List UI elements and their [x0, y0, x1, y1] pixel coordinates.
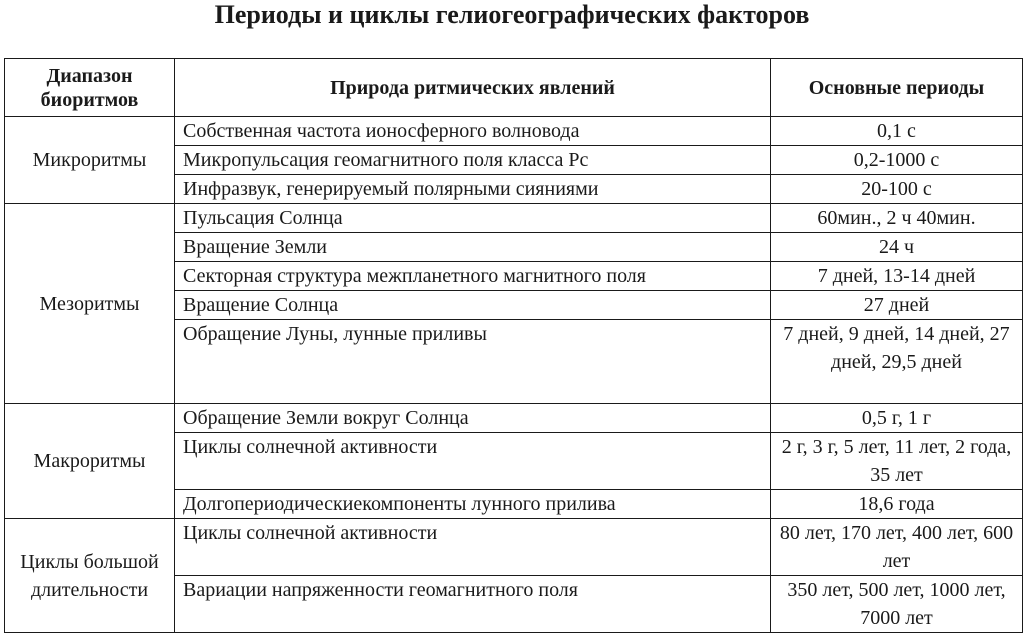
nature-cell: Циклы солнечной активности	[175, 433, 771, 490]
period-cell: 2 г, 3 г, 5 лет, 11 лет, 2 года, 35 лет	[771, 433, 1023, 490]
period-cell: 24 ч	[771, 233, 1023, 262]
nature-cell: Микропульсация геомагнитного поля класса Pc	[175, 146, 771, 175]
header-nature: Природа ритмических явлений	[175, 59, 771, 117]
range-cell: Циклы большой длительности	[5, 519, 175, 633]
nature-cell: Вариации напряженности геомагнитного поля	[175, 576, 771, 633]
nature-cell: Пульсация Солнца	[175, 204, 771, 233]
period-cell: 27 дней	[771, 291, 1023, 320]
table-row	[5, 404, 1023, 433]
range-cell: Макроритмы	[5, 404, 175, 519]
page-title: Периоды и циклы гелиогеографических факторов	[214, 0, 810, 29]
nature-cell: Вращение Солнца	[175, 291, 771, 320]
nature-cell: Собственная частота ионосферного волновода	[175, 117, 771, 146]
range-cell: Микроритмы	[5, 117, 175, 204]
nature-cell: Долгопериодическиекомпоненты лунного прилива	[175, 490, 771, 519]
range-cell: Мезоритмы	[5, 204, 175, 404]
period-cell: 20-100 с	[771, 175, 1023, 204]
nature-cell: Обращение Земли вокруг Солнца	[175, 404, 771, 433]
table-header-row	[5, 59, 1023, 117]
nature-cell: Секторная структура межпланетного магнитного поля	[175, 262, 771, 291]
period-cell: 80 лет, 170 лет, 400 лет, 600 лет	[771, 519, 1023, 576]
nature-cell: Циклы солнечной активности	[175, 519, 771, 576]
period-cell: 350 лет, 500 лет, 1000 лет, 7000 лет	[771, 576, 1023, 633]
periods-table	[4, 58, 1023, 633]
period-cell: 60мин., 2 ч 40мин.	[771, 204, 1023, 233]
nature-cell: Обращение Луны, лунные приливы	[175, 320, 771, 404]
nature-cell: Инфразвук, генерируемый полярными сияниями	[175, 175, 771, 204]
period-cell: 0,1 с	[771, 117, 1023, 146]
table-row	[5, 519, 1023, 576]
period-cell: 18,6 года	[771, 490, 1023, 519]
table-row	[5, 117, 1023, 146]
period-cell: 0,5 г, 1 г	[771, 404, 1023, 433]
nature-cell: Вращение Земли	[175, 233, 771, 262]
period-cell: 0,2-1000 с	[771, 146, 1023, 175]
period-cell: 7 дней, 13-14 дней	[771, 262, 1023, 291]
table-row	[5, 204, 1023, 233]
header-periods: Основные периоды	[771, 59, 1023, 117]
header-range: Диапазон биоритмов	[5, 59, 175, 117]
period-cell: 7 дней, 9 дней, 14 дней, 27 дней, 29,5 дней	[771, 320, 1023, 404]
